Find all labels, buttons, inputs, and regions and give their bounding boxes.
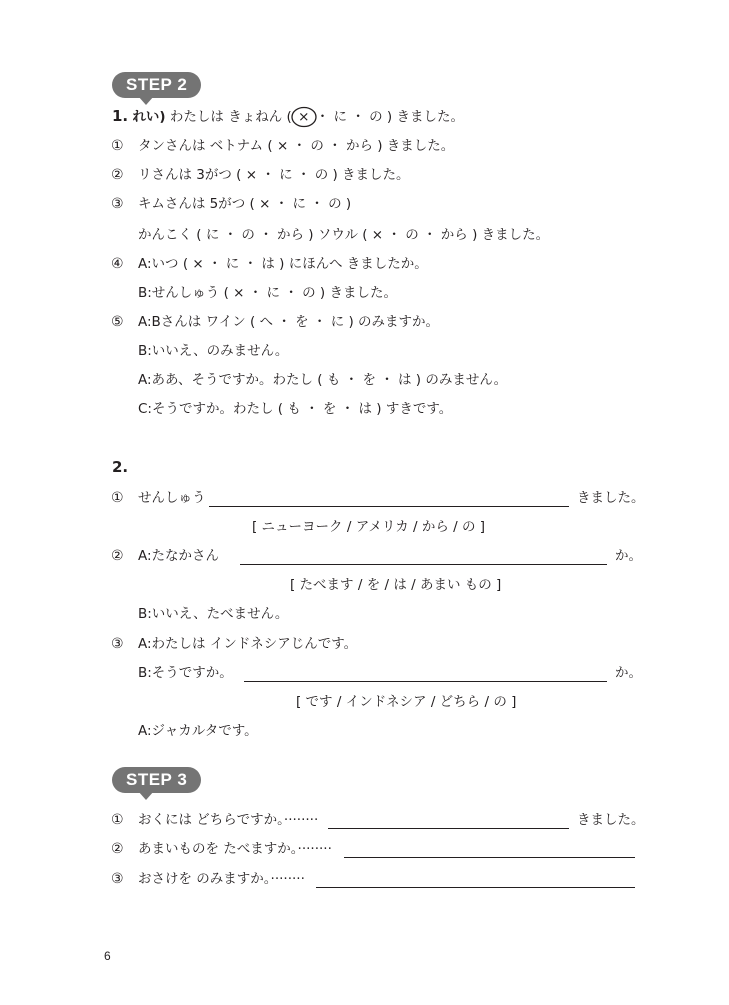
example-text-after: ・ に ・ の ) きました。 xyxy=(315,109,464,125)
s2-item1-options: [ ニューヨーク / アメリカ / から / の ] xyxy=(252,519,486,535)
answer-blank[interactable] xyxy=(328,828,569,829)
example-prefix: れい) xyxy=(132,109,166,125)
item-marker: ② xyxy=(111,841,124,857)
item5-line: B:いいえ、のみません。 xyxy=(138,343,289,359)
badge-tail xyxy=(138,791,154,800)
item4-line: B:せんしゅう ( × ・ に ・ の ) きました。 xyxy=(138,285,397,301)
step3-badge-label: STEP 3 xyxy=(126,770,188,789)
step3-badge xyxy=(112,767,201,793)
answer-blank[interactable] xyxy=(316,887,635,888)
s2-item3-options: [ です / インドネシア / どちら / の ] xyxy=(296,694,517,710)
item-marker: ① xyxy=(111,138,124,154)
step2-badge-label: STEP 2 xyxy=(126,75,188,94)
section1-number: 1. xyxy=(112,107,129,125)
answer-blank[interactable] xyxy=(344,857,635,858)
item-marker: ① xyxy=(111,490,124,506)
item3-line: かんこく ( に ・ の ・ から ) ソウル ( × ・ の ・ から ) きました。 xyxy=(138,227,550,243)
s2-item3-prefix: B:そうですか。 xyxy=(138,665,233,681)
s2-item2-options: [ たべます / を / は / あまい もの ] xyxy=(290,577,502,593)
item1-line: タンさんは ベトナム ( × ・ の ・ から ) きました。 xyxy=(138,138,455,154)
s2-item2-suffix: か。 xyxy=(615,548,642,564)
s2-item2-followup: B:いいえ、たべません。 xyxy=(138,606,289,622)
section2-number: 2. xyxy=(112,458,129,476)
s3-item1-suffix: きました。 xyxy=(577,812,645,828)
s3-item1-prompt: おくには どちらですか。········ xyxy=(138,812,319,828)
circled-answer xyxy=(292,108,316,126)
page-number: 6 xyxy=(104,949,111,963)
item-marker: ③ xyxy=(111,196,124,212)
circled-answer-text: × xyxy=(298,109,310,125)
item5-line: A:Bさんは ワイン ( へ ・ を ・ に ) のみますか。 xyxy=(138,314,440,330)
s3-item2-prompt: あまいものを たべますか。········ xyxy=(138,841,332,857)
s2-item2-prefix: A:たなかさん xyxy=(138,548,220,564)
item-marker: ③ xyxy=(111,871,124,887)
item2-line: リさんは 3がつ ( × ・ に ・ の ) きました。 xyxy=(138,167,410,183)
item-marker: ① xyxy=(111,812,124,828)
s2-item3-suffix: か。 xyxy=(615,665,642,681)
item3-line: キムさんは 5がつ ( × ・ に ・ の ) xyxy=(138,196,352,212)
badge-tail xyxy=(138,96,154,105)
item-marker: ② xyxy=(111,167,124,183)
answer-blank[interactable] xyxy=(240,564,607,565)
s3-item3-prompt: おさけを のみますか。········ xyxy=(138,871,305,887)
item5-line: C:そうですか。わたし ( も ・ を ・ は ) すきです。 xyxy=(138,401,453,417)
s2-item3-preline: A:わたしは インドネシアじんです。 xyxy=(138,636,358,652)
answer-blank[interactable] xyxy=(209,506,569,507)
item-marker: ④ xyxy=(111,256,124,272)
answer-blank[interactable] xyxy=(244,681,607,682)
example-line xyxy=(112,107,464,126)
step2-badge xyxy=(112,72,201,98)
item5-line: A:ああ、そうですか。わたし ( も ・ を ・ は ) のみません。 xyxy=(138,372,508,388)
item4-line: A:いつ ( × ・ に ・ は ) にほんへ きましたか。 xyxy=(138,256,428,272)
s2-item1-suffix: きました。 xyxy=(577,490,645,506)
item-marker: ② xyxy=(111,548,124,564)
s2-item1-prefix: せんしゅう xyxy=(138,490,206,506)
s2-item3-followup: A:ジャカルタです。 xyxy=(138,723,258,739)
item-marker: ⑤ xyxy=(111,314,124,330)
example-text-before: わたしは きょねん ( xyxy=(169,109,292,125)
item-marker: ③ xyxy=(111,636,124,652)
